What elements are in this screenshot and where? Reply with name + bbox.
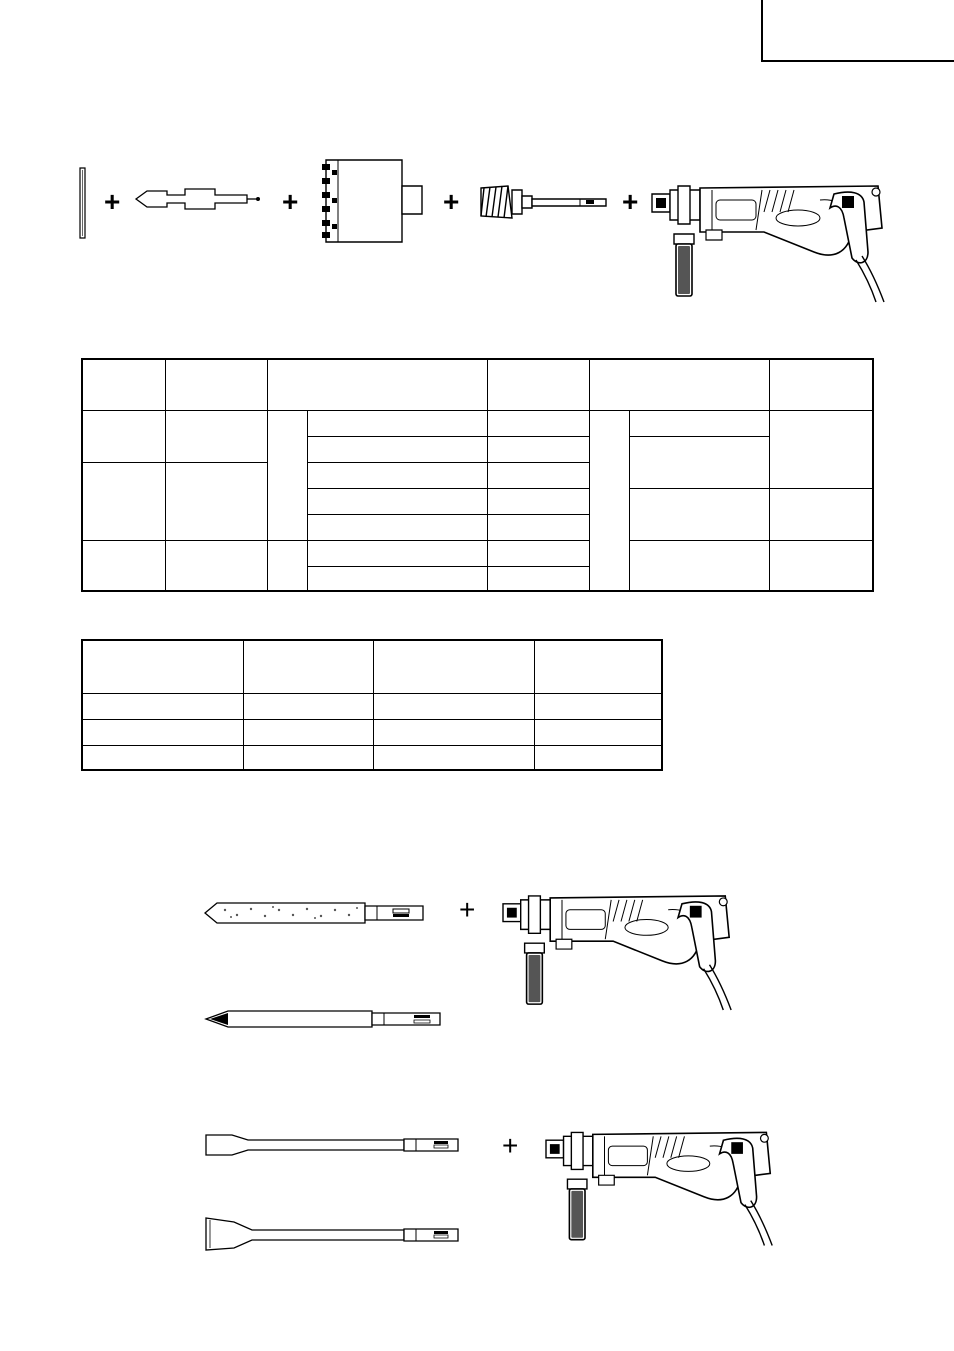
bull-point-icon [203, 900, 429, 926]
header-cell [267, 359, 487, 410]
table-cell [629, 540, 769, 591]
table-cell [243, 719, 373, 745]
table-cell [534, 745, 662, 770]
table-cell [307, 436, 487, 462]
header-cell [82, 359, 165, 410]
table-cell [487, 514, 589, 540]
table-cell [82, 462, 165, 540]
table-cell [487, 410, 589, 436]
plus-sign: + [459, 894, 476, 925]
table-cell [267, 540, 307, 591]
table-cell [307, 566, 487, 591]
table-cell [165, 462, 267, 540]
table-cell [769, 410, 873, 488]
hammer-drill-icon [546, 1126, 780, 1250]
table-cell [82, 693, 243, 719]
header-cell [243, 640, 373, 693]
table-cell [165, 540, 267, 591]
table-cell [307, 462, 487, 488]
table-cell [165, 410, 267, 462]
table-cell [307, 514, 487, 540]
table-cell [82, 719, 243, 745]
adapter-icon [478, 182, 610, 222]
header-cell [82, 640, 243, 693]
table-cell [82, 745, 243, 770]
header-cell [589, 359, 769, 410]
scoop-chisel-icon [204, 1214, 462, 1254]
table-cell [373, 693, 534, 719]
table-cell [243, 693, 373, 719]
table-cell [769, 488, 873, 540]
center-pin-icon [135, 186, 265, 212]
table-cell [487, 540, 589, 566]
cold-chisel-icon [204, 1132, 462, 1158]
table-cell [629, 410, 769, 436]
plus-sign: + [502, 1130, 519, 1161]
header-cell [373, 640, 534, 693]
table-cell [307, 488, 487, 514]
table-cell [82, 540, 165, 591]
table-cell [267, 410, 307, 540]
rod-icon [78, 166, 88, 240]
table-cell [629, 488, 769, 540]
bull-point-icon [204, 1008, 444, 1030]
core-bit-icon [318, 156, 426, 246]
table-cell [589, 410, 629, 591]
plus-sign: + [622, 186, 639, 217]
table-cell [373, 719, 534, 745]
table-cell [487, 462, 589, 488]
table-cell [487, 436, 589, 462]
table-cell [629, 436, 769, 488]
table-cell [769, 540, 873, 591]
hammer-drill-icon [652, 182, 892, 304]
table-cell [534, 719, 662, 745]
table-cell [534, 693, 662, 719]
table-cell [487, 566, 589, 591]
table-cell [307, 540, 487, 566]
header-cell [165, 359, 267, 410]
header-cell [534, 640, 662, 693]
specification-table-2 [81, 639, 663, 771]
plus-sign: + [443, 186, 460, 217]
table-cell [487, 488, 589, 514]
page-corner-tab [761, 0, 954, 62]
table-cell [373, 745, 534, 770]
specification-table-1 [81, 358, 874, 592]
hammer-drill-icon [503, 890, 739, 1014]
header-cell [769, 359, 873, 410]
table-cell [82, 410, 165, 462]
table-cell [307, 410, 487, 436]
header-cell [487, 359, 589, 410]
plus-sign: + [104, 186, 121, 217]
table-cell [243, 745, 373, 770]
plus-sign: + [282, 186, 299, 217]
